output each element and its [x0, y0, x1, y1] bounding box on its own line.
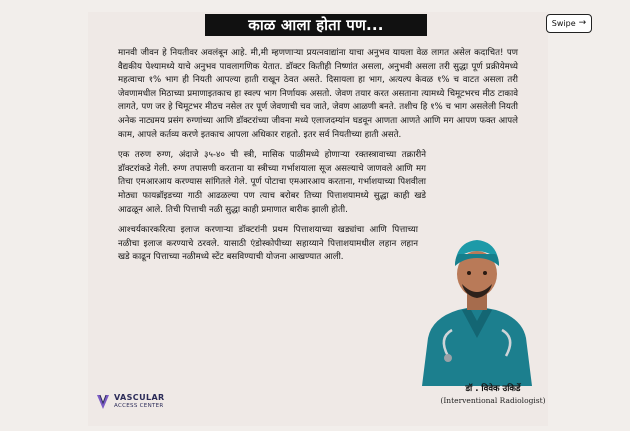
article-paragraph-3: आश्चर्यकारकरित्या इलाज करणाऱ्या डॉक्टरांनी प्रथम पित्ताशयाच्या खड्यांचा आणि पित्ताच्या नळीचा इलाज करण्याचे ठरवले. यासाठी एंडोस्कोपीच्या सहाय्याने पित्ताशयामधील लहान लहान खडे काढून पित्ताच्या नळीमध्ये स्टेंट बसविण्याची योजना आखण्यात आली. — [118, 225, 418, 263]
swipe-button[interactable] — [546, 14, 592, 33]
doctor-title: (Interventional Radiologist) — [440, 396, 546, 405]
logo-icon — [96, 394, 110, 410]
logo-line-1: VASCULAR — [114, 393, 165, 402]
doctor-photo — [418, 226, 536, 386]
vascular-access-logo — [96, 393, 165, 411]
article-paragraph-2: एक तरुण रुग्ण, अंदाजे ३५-४० ची स्त्री, मासिक पाळीमध्ये होणाऱ्या रक्तस्त्रावाच्या तक्रारीने डॉक्टरांकडे गेली. रुग्ण तपासणी करताना या स्त्रीच्या गर्भाशयाला सूज असल्याचे जाणवले आणि मग तिचा एमआरआय करण्यास सांगितले गेले. पूर्ण पोटाचा एमआरआय करताना, गर्भाशयाच्या पिशवीला मोठ्या फायब्रॉइडच्या गाठी आढळल्या पण त्याच बरोबर तिच्या पित्ताशयामध्ये सुद्धा काही खडे आढळून आले. तिची पित्ताची नळी सुद्धा काही प्रमाणात बारीक झाली होती. — [118, 150, 426, 215]
swipe-label: Swipe — [551, 19, 576, 28]
arrow-right-icon: → — [578, 18, 587, 28]
logo-line-2: ACCESS CENTER — [114, 403, 164, 409]
doctor-caption — [438, 383, 548, 405]
article-paragraph-1: मानवी जीवन हे नियतीवर अवलंबून आहे. मी,मी म्हणणाऱ्या प्रयत्नवाद्यांना याचा अनुभव यायला वेळ लागत असेल कदाचित! पण वैद्यकीय पेश्यामध्ये याचे अनुभव पावलागणिक येतात. डॉक्टर कितीही निष्णांत असला, अनुभवी असला तरी सुद्धा पूर्ण प्रक्रीयेमध्ये महत्वाचा १% भाग ही नियती आपल्या हाती राखून ठेवत असते. दिसायला हा भाग, अत्यल्प केवळ १% च वाटत असला तरी जेवणामधील मिठाच्या प्रमाणाइतकाच हा स्वल्प भाग निर्णायक असतो. जेवण तयार करत असताना त्यामध्ये चिमूटभरच मीठ टाकावे लागते, पण जर हे चिमूटभर मीठच नसेल तर पूर्ण जेवणाची चव जाते, जेवण आळणी बनते. तशीच हि १% च भाग असलेली नियती अनेक नाट्यमय प्रसंग रुग्णांच्या आणि डॉक्टरांच्या जीवना मध्ये एलाजदम्यांन घडवून आणता आणते आणि मग आपण फक्त आपले काम, आपले कर्तव्य करणे इतकाच आपला अधिकार राहतो. इतर सर्व नियतीच्या हाती असते. — [118, 48, 518, 140]
post-title: काळ आला होता पण... — [205, 14, 427, 36]
doctor-name: डॉ . विवेक उकिर्डे — [465, 384, 521, 394]
